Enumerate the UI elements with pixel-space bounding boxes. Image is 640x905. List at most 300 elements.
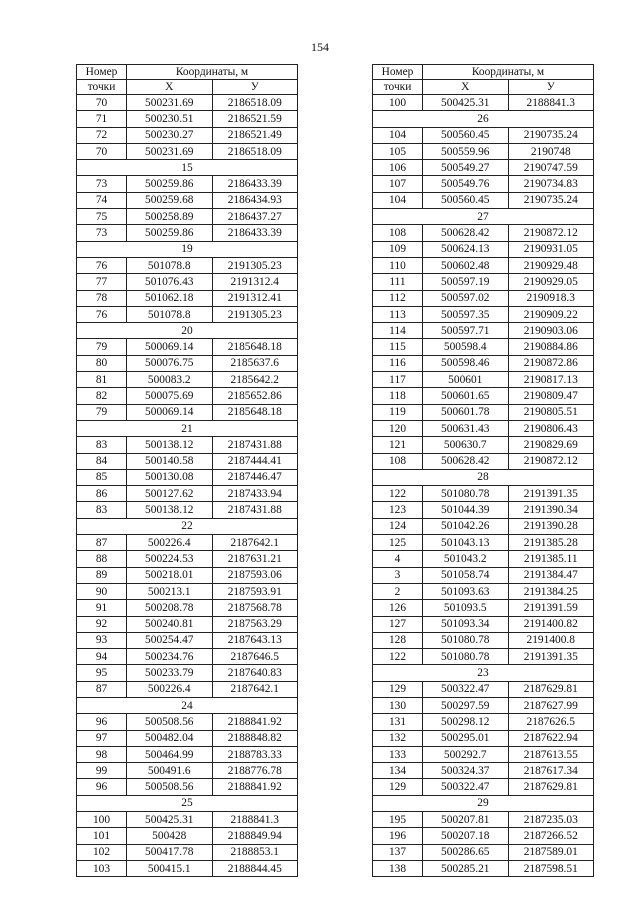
section-row bbox=[373, 111, 594, 127]
x-coordinate: 501042.26 bbox=[423, 518, 508, 534]
point-number: 117 bbox=[373, 372, 423, 388]
table-row bbox=[373, 746, 594, 762]
point-number: 130 bbox=[373, 697, 423, 713]
point-number: 95 bbox=[77, 665, 127, 681]
point-number: 100 bbox=[373, 95, 423, 111]
y-coordinate: 2187640.83 bbox=[212, 665, 298, 681]
x-coordinate: 500417.78 bbox=[127, 844, 212, 860]
x-coordinate: 500231.69 bbox=[127, 95, 212, 111]
x-coordinate: 500464.99 bbox=[127, 746, 212, 762]
x-coordinate: 500298.12 bbox=[423, 714, 508, 730]
table-row bbox=[373, 372, 594, 388]
table-row bbox=[77, 372, 298, 388]
y-coordinate: 2190817.13 bbox=[508, 372, 594, 388]
y-coordinate: 2190806.43 bbox=[508, 420, 594, 436]
y-coordinate: 2191391.35 bbox=[508, 649, 594, 665]
point-number: 76 bbox=[77, 257, 127, 273]
y-coordinate: 2191391.59 bbox=[508, 600, 594, 616]
point-number: 118 bbox=[373, 388, 423, 404]
point-number: 3 bbox=[373, 567, 423, 583]
y-coordinate: 2191390.34 bbox=[508, 502, 594, 518]
y-coordinate: 2188853.1 bbox=[212, 844, 298, 860]
y-coordinate: 2187593.91 bbox=[212, 583, 298, 599]
point-number: 109 bbox=[373, 241, 423, 257]
x-coordinate: 500207.81 bbox=[423, 812, 508, 828]
table-row bbox=[373, 257, 594, 273]
y-coordinate: 2190929.48 bbox=[508, 257, 594, 273]
x-coordinate: 500208.78 bbox=[127, 600, 212, 616]
y-coordinate: 2191305.23 bbox=[212, 257, 298, 273]
table-row bbox=[373, 388, 594, 404]
x-coordinate: 500415.1 bbox=[127, 860, 212, 876]
y-coordinate: 2187627.99 bbox=[508, 697, 594, 713]
x-coordinate: 500069.14 bbox=[127, 339, 212, 355]
x-coordinate: 500322.47 bbox=[423, 779, 508, 795]
point-number: 108 bbox=[373, 225, 423, 241]
y-coordinate: 2190829.69 bbox=[508, 437, 594, 453]
y-coordinate: 2187563.29 bbox=[212, 616, 298, 632]
x-coordinate: 500601.78 bbox=[423, 404, 508, 420]
y-coordinate: 2187646.5 bbox=[212, 649, 298, 665]
table-row bbox=[77, 176, 298, 192]
y-coordinate: 2191385.11 bbox=[508, 551, 594, 567]
y-coordinate: 2190872.12 bbox=[508, 225, 594, 241]
table-row bbox=[373, 95, 594, 111]
y-coordinate: 2190805.51 bbox=[508, 404, 594, 420]
x-coordinate: 500130.08 bbox=[127, 469, 212, 485]
table-row bbox=[373, 306, 594, 322]
point-number: 107 bbox=[373, 176, 423, 192]
table-row bbox=[77, 812, 298, 828]
y-coordinate: 2187598.51 bbox=[508, 860, 594, 876]
x-coordinate: 500428 bbox=[127, 828, 212, 844]
x-coordinate: 500601.65 bbox=[423, 388, 508, 404]
table-row bbox=[77, 567, 298, 583]
section-number: 22 bbox=[77, 518, 298, 534]
point-number: 127 bbox=[373, 616, 423, 632]
table-row bbox=[77, 632, 298, 648]
table-row bbox=[373, 176, 594, 192]
x-coordinate: 500259.68 bbox=[127, 192, 212, 208]
table-row bbox=[77, 192, 298, 208]
table-row bbox=[373, 616, 594, 632]
table-row bbox=[77, 225, 298, 241]
point-number: 195 bbox=[373, 812, 423, 828]
y-coordinate: 2188841.3 bbox=[212, 812, 298, 828]
table-row bbox=[77, 469, 298, 485]
x-coordinate: 500631.43 bbox=[423, 420, 508, 436]
x-coordinate: 500601 bbox=[423, 372, 508, 388]
point-number: 104 bbox=[373, 127, 423, 143]
table-row bbox=[77, 404, 298, 420]
point-number: 82 bbox=[77, 388, 127, 404]
point-number: 126 bbox=[373, 600, 423, 616]
point-number: 111 bbox=[373, 274, 423, 290]
point-number: 73 bbox=[77, 176, 127, 192]
y-coordinate: 2190734.83 bbox=[508, 176, 594, 192]
x-coordinate: 501093.5 bbox=[423, 600, 508, 616]
section-row bbox=[77, 323, 298, 339]
point-number: 94 bbox=[77, 649, 127, 665]
point-number: 70 bbox=[77, 95, 127, 111]
point-number: 2 bbox=[373, 583, 423, 599]
point-number: 128 bbox=[373, 632, 423, 648]
y-coordinate: 2187593.06 bbox=[212, 567, 298, 583]
point-number: 102 bbox=[77, 844, 127, 860]
section-row bbox=[373, 665, 594, 681]
y-coordinate: 2186521.59 bbox=[212, 111, 298, 127]
y-coordinate: 2191391.35 bbox=[508, 486, 594, 502]
table-row bbox=[77, 714, 298, 730]
section-number: 26 bbox=[373, 111, 594, 127]
y-column-header: У bbox=[212, 80, 298, 95]
point-number: 113 bbox=[373, 306, 423, 322]
y-coordinate: 2187613.55 bbox=[508, 746, 594, 762]
x-coordinate: 501080.78 bbox=[423, 649, 508, 665]
point-number: 76 bbox=[77, 306, 127, 322]
table-row bbox=[77, 95, 298, 111]
x-coordinate: 500254.47 bbox=[127, 632, 212, 648]
x-coordinate: 500285.21 bbox=[423, 860, 508, 876]
section-number: 23 bbox=[373, 665, 594, 681]
page-number: 154 bbox=[311, 40, 329, 54]
y-coordinate: 2190929.05 bbox=[508, 274, 594, 290]
point-number: 110 bbox=[373, 257, 423, 273]
y-coordinate: 2187431.88 bbox=[212, 437, 298, 453]
x-coordinate: 500628.42 bbox=[423, 225, 508, 241]
point-number: 81 bbox=[77, 372, 127, 388]
point-number: 129 bbox=[373, 779, 423, 795]
x-coordinate: 500628.42 bbox=[423, 453, 508, 469]
table-row bbox=[373, 812, 594, 828]
y-coordinate: 2187629.81 bbox=[508, 681, 594, 697]
x-coordinate: 500138.12 bbox=[127, 437, 212, 453]
x-coordinate: 501080.78 bbox=[423, 486, 508, 502]
section-number: 20 bbox=[77, 323, 298, 339]
point-number: 97 bbox=[77, 730, 127, 746]
x-coordinate: 500597.02 bbox=[423, 290, 508, 306]
section-row bbox=[77, 420, 298, 436]
table-row bbox=[77, 437, 298, 453]
x-coordinate: 501044.39 bbox=[423, 502, 508, 518]
x-coordinate: 501093.34 bbox=[423, 616, 508, 632]
table-row bbox=[373, 420, 594, 436]
table-row bbox=[373, 437, 594, 453]
table-row bbox=[77, 257, 298, 273]
x-coordinate: 500482.04 bbox=[127, 730, 212, 746]
y-coordinate: 2190747.59 bbox=[508, 160, 594, 176]
table-row bbox=[77, 649, 298, 665]
point-number: 77 bbox=[77, 274, 127, 290]
y-coordinate: 2187589.01 bbox=[508, 844, 594, 860]
table-row bbox=[373, 567, 594, 583]
point-number: 120 bbox=[373, 420, 423, 436]
x-coordinate: 500598.46 bbox=[423, 355, 508, 371]
x-coordinate: 500549.76 bbox=[423, 176, 508, 192]
x-coordinate: 501080.78 bbox=[423, 632, 508, 648]
x-coordinate: 500259.86 bbox=[127, 225, 212, 241]
table-row bbox=[373, 274, 594, 290]
y-coordinate: 2188841.92 bbox=[212, 714, 298, 730]
table-row bbox=[77, 583, 298, 599]
x-coordinate: 500226.4 bbox=[127, 535, 212, 551]
y-coordinate: 2188844.45 bbox=[212, 860, 298, 876]
point-number-header: точки bbox=[77, 80, 127, 95]
x-coordinate: 500508.56 bbox=[127, 779, 212, 795]
point-number: 122 bbox=[373, 486, 423, 502]
table-row bbox=[373, 518, 594, 534]
x-coordinate: 500630.7 bbox=[423, 437, 508, 453]
x-coordinate: 500322.47 bbox=[423, 681, 508, 697]
table-row bbox=[373, 632, 594, 648]
y-coordinate: 2187446.47 bbox=[212, 469, 298, 485]
y-coordinate: 2186434.93 bbox=[212, 192, 298, 208]
section-row bbox=[77, 795, 298, 811]
y-coordinate: 2191312.41 bbox=[212, 290, 298, 306]
table-row bbox=[373, 681, 594, 697]
x-coordinate: 500258.89 bbox=[127, 209, 212, 225]
x-coordinate: 500083.2 bbox=[127, 372, 212, 388]
y-coordinate: 2191385.28 bbox=[508, 535, 594, 551]
point-number: 83 bbox=[77, 502, 127, 518]
table-row bbox=[77, 143, 298, 159]
table-row bbox=[77, 844, 298, 860]
table-row bbox=[373, 225, 594, 241]
point-number: 79 bbox=[77, 404, 127, 420]
point-number: 84 bbox=[77, 453, 127, 469]
section-number: 19 bbox=[77, 241, 298, 257]
x-coordinate: 500324.37 bbox=[423, 763, 508, 779]
x-coordinate: 500231.69 bbox=[127, 143, 212, 159]
table-row bbox=[77, 746, 298, 762]
y-coordinate: 2188848.82 bbox=[212, 730, 298, 746]
x-coordinate: 500560.45 bbox=[423, 192, 508, 208]
x-coordinate: 500240.81 bbox=[127, 616, 212, 632]
y-coordinate: 2190931.05 bbox=[508, 241, 594, 257]
point-number: 4 bbox=[373, 551, 423, 567]
point-number: 89 bbox=[77, 567, 127, 583]
y-coordinate: 2187266.52 bbox=[508, 828, 594, 844]
table-row bbox=[373, 160, 594, 176]
y-coordinate: 2191390.28 bbox=[508, 518, 594, 534]
y-coordinate: 2187444.41 bbox=[212, 453, 298, 469]
point-number: 90 bbox=[77, 583, 127, 599]
point-number-header: Номер bbox=[77, 65, 127, 80]
y-coordinate: 2187235.03 bbox=[508, 812, 594, 828]
point-number: 103 bbox=[77, 860, 127, 876]
table-row bbox=[77, 730, 298, 746]
point-number: 73 bbox=[77, 225, 127, 241]
point-number: 74 bbox=[77, 192, 127, 208]
table-row bbox=[77, 616, 298, 632]
section-number: 27 bbox=[373, 209, 594, 225]
point-number: 134 bbox=[373, 763, 423, 779]
section-number: 24 bbox=[77, 697, 298, 713]
x-coordinate: 500218.01 bbox=[127, 567, 212, 583]
point-number-header: Номер bbox=[373, 65, 423, 80]
y-coordinate: 2190918.3 bbox=[508, 290, 594, 306]
x-coordinate: 500230.27 bbox=[127, 127, 212, 143]
x-coordinate: 500560.45 bbox=[423, 127, 508, 143]
y-coordinate: 2185648.18 bbox=[212, 339, 298, 355]
point-number: 88 bbox=[77, 551, 127, 567]
y-column-header: У bbox=[508, 80, 594, 95]
y-coordinate: 2191312.4 bbox=[212, 274, 298, 290]
point-number: 196 bbox=[373, 828, 423, 844]
x-coordinate: 501043.13 bbox=[423, 535, 508, 551]
section-number: 15 bbox=[77, 160, 298, 176]
table-row bbox=[77, 339, 298, 355]
point-number: 70 bbox=[77, 143, 127, 159]
x-coordinate: 500624.13 bbox=[423, 241, 508, 257]
x-coordinate: 500597.35 bbox=[423, 306, 508, 322]
point-number: 121 bbox=[373, 437, 423, 453]
table-row bbox=[373, 551, 594, 567]
x-coordinate: 500230.51 bbox=[127, 111, 212, 127]
x-coordinate: 500213.1 bbox=[127, 583, 212, 599]
y-coordinate: 2185652.86 bbox=[212, 388, 298, 404]
table-row bbox=[373, 192, 594, 208]
table-row bbox=[373, 323, 594, 339]
x-coordinate: 500286.65 bbox=[423, 844, 508, 860]
point-number: 96 bbox=[77, 779, 127, 795]
table-row bbox=[373, 860, 594, 876]
y-coordinate: 2190909.22 bbox=[508, 306, 594, 322]
point-number: 87 bbox=[77, 681, 127, 697]
section-row bbox=[373, 209, 594, 225]
point-number: 93 bbox=[77, 632, 127, 648]
table-row bbox=[77, 355, 298, 371]
table-row bbox=[373, 714, 594, 730]
x-coordinate: 500140.58 bbox=[127, 453, 212, 469]
y-coordinate: 2186433.39 bbox=[212, 176, 298, 192]
x-coordinate: 500224.53 bbox=[127, 551, 212, 567]
table-row bbox=[373, 763, 594, 779]
table-row bbox=[373, 127, 594, 143]
y-coordinate: 2187617.34 bbox=[508, 763, 594, 779]
x-coordinate: 501076.43 bbox=[127, 274, 212, 290]
x-coordinate: 500075.69 bbox=[127, 388, 212, 404]
x-coordinate: 500069.14 bbox=[127, 404, 212, 420]
table-row bbox=[77, 209, 298, 225]
x-coordinate: 500233.79 bbox=[127, 665, 212, 681]
y-coordinate: 2186518.09 bbox=[212, 143, 298, 159]
point-number: 129 bbox=[373, 681, 423, 697]
y-coordinate: 2187431.88 bbox=[212, 502, 298, 518]
y-coordinate: 2187568.78 bbox=[212, 600, 298, 616]
point-number: 72 bbox=[77, 127, 127, 143]
table-row bbox=[373, 583, 594, 599]
y-coordinate: 2188841.3 bbox=[508, 95, 594, 111]
point-number: 86 bbox=[77, 486, 127, 502]
y-coordinate: 2186521.49 bbox=[212, 127, 298, 143]
section-row bbox=[77, 697, 298, 713]
x-coordinate: 501062.18 bbox=[127, 290, 212, 306]
point-number: 87 bbox=[77, 535, 127, 551]
table-row bbox=[77, 111, 298, 127]
y-coordinate: 2190872.86 bbox=[508, 355, 594, 371]
table-row bbox=[373, 649, 594, 665]
x-coordinate: 500508.56 bbox=[127, 714, 212, 730]
table-row bbox=[77, 665, 298, 681]
y-coordinate: 2190872.12 bbox=[508, 453, 594, 469]
x-coordinate: 500549.27 bbox=[423, 160, 508, 176]
table-row bbox=[373, 339, 594, 355]
table-row bbox=[77, 681, 298, 697]
point-number-header: точки bbox=[373, 80, 423, 95]
x-coordinate: 501078.8 bbox=[127, 257, 212, 273]
y-coordinate: 2186437.27 bbox=[212, 209, 298, 225]
point-number: 114 bbox=[373, 323, 423, 339]
y-coordinate: 2187631.21 bbox=[212, 551, 298, 567]
table-row bbox=[373, 697, 594, 713]
point-number: 131 bbox=[373, 714, 423, 730]
point-number: 85 bbox=[77, 469, 127, 485]
point-number: 123 bbox=[373, 502, 423, 518]
section-row bbox=[373, 469, 594, 485]
x-coordinate: 500597.71 bbox=[423, 323, 508, 339]
x-coordinate: 500207.18 bbox=[423, 828, 508, 844]
point-number: 78 bbox=[77, 290, 127, 306]
point-number: 125 bbox=[373, 535, 423, 551]
point-number: 83 bbox=[77, 437, 127, 453]
x-coordinate: 501058.74 bbox=[423, 567, 508, 583]
y-coordinate: 2187642.1 bbox=[212, 681, 298, 697]
y-coordinate: 2186433.39 bbox=[212, 225, 298, 241]
point-number: 108 bbox=[373, 453, 423, 469]
y-coordinate: 2190809.47 bbox=[508, 388, 594, 404]
point-number: 96 bbox=[77, 714, 127, 730]
point-number: 119 bbox=[373, 404, 423, 420]
x-coordinate: 501093.63 bbox=[423, 583, 508, 599]
table-row bbox=[77, 860, 298, 876]
x-coordinate: 500425.31 bbox=[423, 95, 508, 111]
point-number: 116 bbox=[373, 355, 423, 371]
section-row bbox=[77, 160, 298, 176]
table-row bbox=[373, 453, 594, 469]
y-coordinate: 2188841.92 bbox=[212, 779, 298, 795]
x-coordinate: 500259.86 bbox=[127, 176, 212, 192]
y-coordinate: 2188849.94 bbox=[212, 828, 298, 844]
point-number: 138 bbox=[373, 860, 423, 876]
table-row bbox=[77, 551, 298, 567]
y-coordinate: 2191305.23 bbox=[212, 306, 298, 322]
y-coordinate: 2188783.33 bbox=[212, 746, 298, 762]
point-number: 99 bbox=[77, 763, 127, 779]
x-coordinate: 500292.7 bbox=[423, 746, 508, 762]
point-number: 115 bbox=[373, 339, 423, 355]
y-coordinate: 2188776.78 bbox=[212, 763, 298, 779]
point-number: 71 bbox=[77, 111, 127, 127]
table-row bbox=[373, 730, 594, 746]
x-coordinate: 500127.62 bbox=[127, 486, 212, 502]
table-row bbox=[373, 290, 594, 306]
table-row bbox=[373, 355, 594, 371]
coordinates-table-left bbox=[76, 64, 298, 877]
x-coordinate: 500076.75 bbox=[127, 355, 212, 371]
table-row bbox=[373, 535, 594, 551]
y-coordinate: 2185642.2 bbox=[212, 372, 298, 388]
point-number: 137 bbox=[373, 844, 423, 860]
section-number: 21 bbox=[77, 420, 298, 436]
x-coordinate: 501078.8 bbox=[127, 306, 212, 322]
y-coordinate: 2185637.6 bbox=[212, 355, 298, 371]
point-number: 92 bbox=[77, 616, 127, 632]
x-coordinate: 500559.96 bbox=[423, 143, 508, 159]
point-number: 80 bbox=[77, 355, 127, 371]
table-row bbox=[77, 779, 298, 795]
y-coordinate: 2185648.18 bbox=[212, 404, 298, 420]
